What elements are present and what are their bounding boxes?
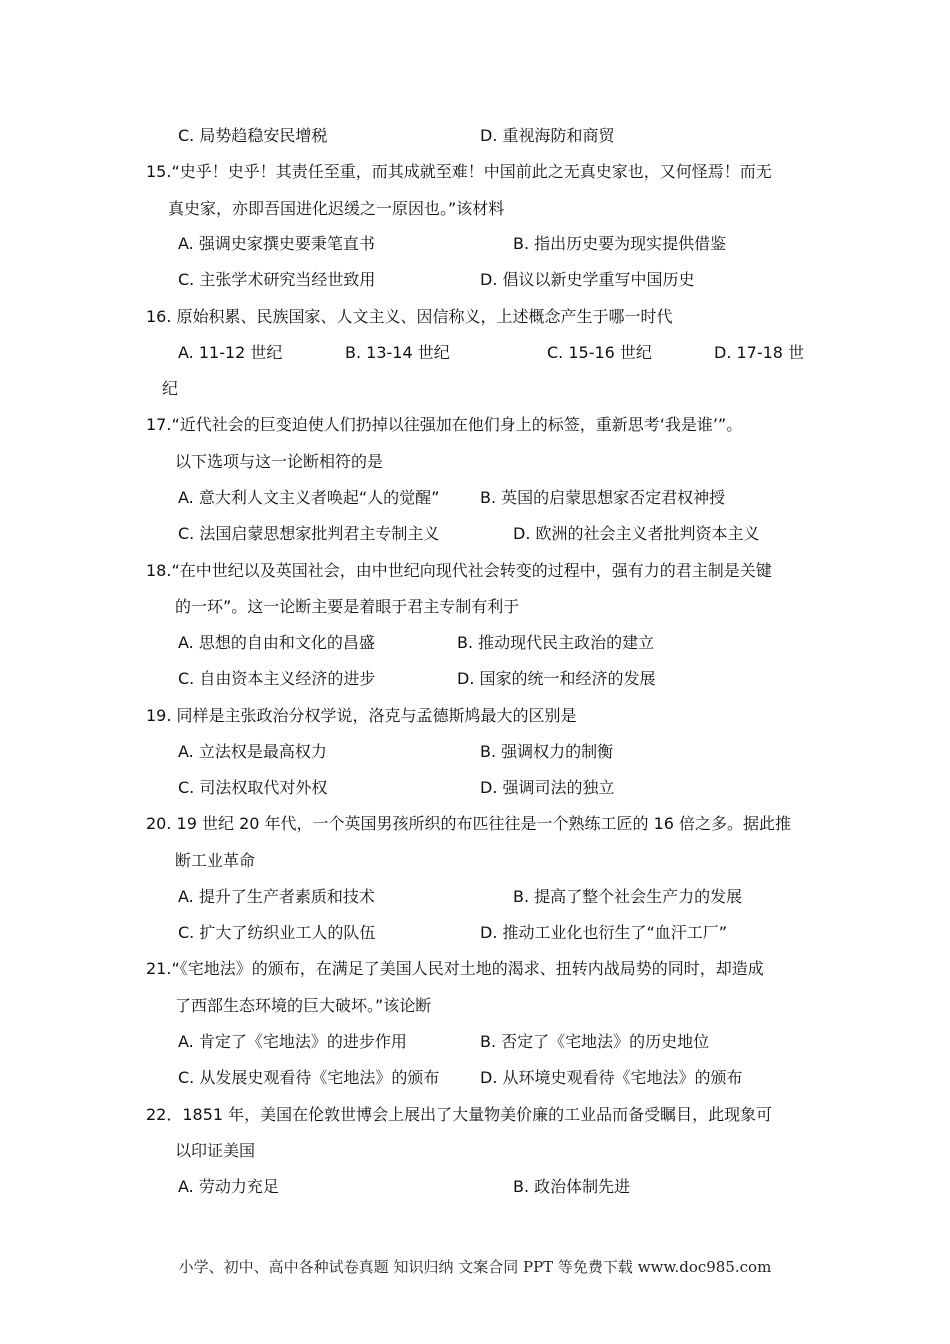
q18-option-d: D. 国家的统一和经济的发展 — [457, 669, 656, 688]
q20-option-c: C. 扩大了纺织业工人的队伍 — [178, 923, 376, 942]
q21-option-b: B. 否定了《宅地法》的历史地位 — [480, 1032, 710, 1051]
q20-stem-line1: 20. 19 世纪 20 年代，一个英国男孩所织的布匹往往是一个熟练工匠的 16 倍之多。据此推 — [146, 814, 792, 833]
q17-stem-line1: 17.“近代社会的巨变迫使人们扔掉以往强加在他们身上的标签，重新思考‘我是谁’”。 — [146, 415, 743, 434]
q19-option-d: D. 强调司法的独立 — [480, 778, 615, 797]
q16-option-b: B. 13-14 世纪 — [345, 343, 450, 362]
q19-option-a: A. 立法权是最高权力 — [178, 742, 327, 761]
q20-option-d: D. 推动工业化也衍生了“血汗工厂” — [480, 923, 728, 942]
q22-option-a: A. 劳动力充足 — [178, 1177, 279, 1196]
q19-option-c: C. 司法权取代对外权 — [178, 778, 328, 797]
q15-stem-line2: 真史家，亦即吾国进化迟缓之一原因也。”该材料 — [168, 199, 505, 218]
page-footer: 小学、初中、高中各种试卷真题 知识归纳 文案合同 PPT 等免费下载 www.doc985.com — [178, 1258, 772, 1276]
q14-option-c: C. 局势趋稳安民增税 — [178, 126, 328, 145]
q18-option-c: C. 自由资本主义经济的进步 — [178, 669, 376, 688]
q22-stem-line1: 22．1851 年，美国在伦敦世博会上展出了大量物美价廉的工业品而备受瞩目，此现象可 — [146, 1105, 773, 1124]
q21-option-d: D. 从环境史观看待《宅地法》的颁布 — [480, 1068, 743, 1087]
q15-option-c: C. 主张学术研究当经世致用 — [178, 270, 376, 289]
q20-stem-line2: 断工业革命 — [175, 851, 256, 870]
q17-option-d: D. 欧洲的社会主义者批判资本主义 — [513, 524, 760, 543]
q22-option-b: B. 政治体制先进 — [513, 1177, 631, 1196]
q16-option-a: A. 11-12 世纪 — [178, 343, 283, 362]
q16-option-c: C. 15-16 世纪 — [547, 343, 652, 362]
q17-option-a: A. 意大利人文主义者唤起“人的觉醒” — [178, 488, 440, 507]
q19-stem: 19. 同样是主张政治分权学说，洛克与孟德斯鸠最大的区别是 — [146, 706, 577, 725]
q18-option-a: A. 思想的自由和文化的昌盛 — [178, 633, 375, 652]
q21-option-a: A. 肯定了《宅地法》的进步作用 — [178, 1032, 407, 1051]
q14-option-d: D. 重视海防和商贸 — [480, 126, 615, 145]
q22-stem-line2: 以印证美国 — [175, 1141, 256, 1160]
q20-option-a: A. 提升了生产者素质和技术 — [178, 887, 375, 906]
q18-stem-line2: 的一环”。这一论断主要是着眼于君主专制有利于 — [175, 597, 520, 616]
q21-option-c: C. 从发展史观看待《宅地法》的颁布 — [178, 1068, 440, 1087]
q20-option-b: B. 提高了整个社会生产力的发展 — [513, 887, 743, 906]
q15-option-a: A. 强调史家撰史要秉笔直书 — [178, 234, 375, 253]
q21-stem-line1: 21.“《宅地法》的颁布，在满足了美国人民对土地的渴求、扭转内战局势的同时，却造成 — [146, 959, 764, 978]
q18-option-b: B. 推动现代民主政治的建立 — [457, 633, 655, 652]
q21-stem-line2: 了西部生态环境的巨大破坏。”该论断 — [175, 996, 432, 1015]
q19-option-b: B. 强调权力的制衡 — [480, 742, 614, 761]
q16-option-d: D. 17-18 世 — [714, 343, 805, 362]
q17-stem-line2: 以下选项与这一论断相符的是 — [175, 452, 384, 471]
q16-option-d-wrap: 纪 — [162, 379, 179, 398]
q15-stem-line1: 15.“史乎！史乎！其责任至重，而其成就至难！中国前此之无真史家也，又何怪焉！而无 — [146, 162, 772, 181]
q17-option-b: B. 英国的启蒙思想家否定君权神授 — [480, 488, 726, 507]
q18-stem-line1: 18.“在中世纪以及英国社会，由中世纪向现代社会转变的过程中，强有力的君主制是关键 — [146, 561, 772, 580]
q15-option-b: B. 指出历史要为现实提供借鉴 — [513, 234, 727, 253]
q15-option-d: D. 倡议以新史学重写中国历史 — [480, 270, 695, 289]
q16-stem: 16. 原始积累、民族国家、人文主义、因信称义，上述概念产生于哪一时代 — [146, 307, 673, 326]
q17-option-c: C. 法国启蒙思想家批判君主专制主义 — [178, 524, 440, 543]
